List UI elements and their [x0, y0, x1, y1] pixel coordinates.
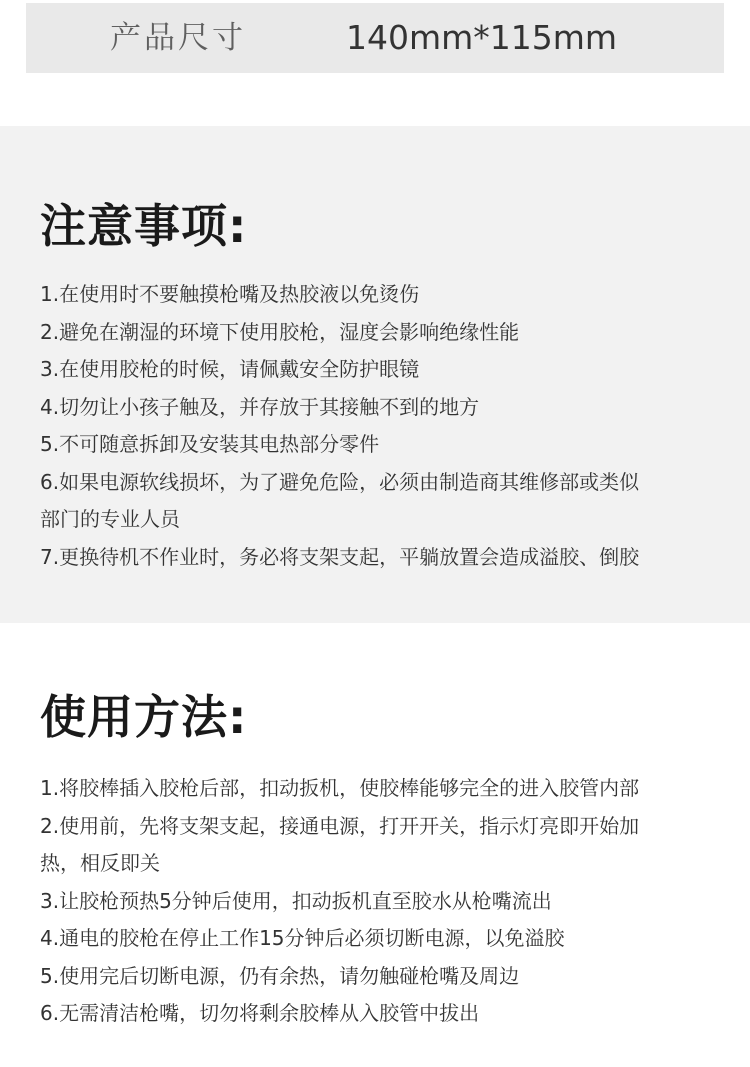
usage-line: 3.让胶枪预热5分钟后使用，扣动扳机直至胶水从枪嘴流出	[40, 888, 552, 913]
usage-line: 6.无需清洁枪嘴，切勿将剩余胶棒从入胶管中拔出	[40, 1001, 480, 1025]
usage-line: 1.将胶棒插入胶枪后部，扣动扳机，使胶棒能够完全的进入胶管内部	[40, 776, 640, 800]
notes-list	[40, 276, 720, 576]
usage-section	[0, 623, 750, 1067]
notes-title: 注意事项:	[40, 199, 248, 253]
usage-line: 热，相反即关	[40, 851, 160, 875]
notes-line: 7.更换待机不作业时，务必将支架支起，平躺放置会造成溢胶、倒胶	[40, 544, 640, 569]
notes-line: 2.避免在潮湿的环境下使用胶枪，湿度会影响绝缘性能	[40, 319, 520, 344]
spec-label: 产品尺寸	[110, 20, 246, 56]
usage-line: 5.使用完后切断电源，仍有余热，请勿触碰枪嘴及周边	[40, 963, 520, 988]
spec-bar	[26, 3, 724, 73]
usage-title: 使用方法:	[40, 690, 248, 744]
notes-line: 3.在使用胶枪的时候，请佩戴安全防护眼镜	[40, 357, 420, 381]
notes-line: 4.切勿让小孩子触及，并存放于其接触不到的地方	[40, 394, 480, 419]
notes-line: 5.不可随意拆卸及安装其电热部分零件	[40, 432, 380, 456]
notes-line: 1.在使用时不要触摸枪嘴及热胶液以免烫伤	[40, 282, 420, 306]
notes-line: 部门的专业人员	[40, 507, 180, 531]
usage-line: 2.使用前，先将支架支起，接通电源，打开开关，指示灯亮即开始加	[40, 813, 640, 838]
spec-value: 140mm*115mm	[346, 18, 618, 57]
notes-section	[0, 126, 750, 623]
notes-line: 6.如果电源软线损坏，为了避免危险，必须由制造商其维修部或类似	[40, 469, 640, 494]
usage-list	[40, 770, 720, 1033]
usage-line: 4.通电的胶枪在停止工作15分钟后必须切断电源，以免溢胶	[40, 926, 565, 950]
